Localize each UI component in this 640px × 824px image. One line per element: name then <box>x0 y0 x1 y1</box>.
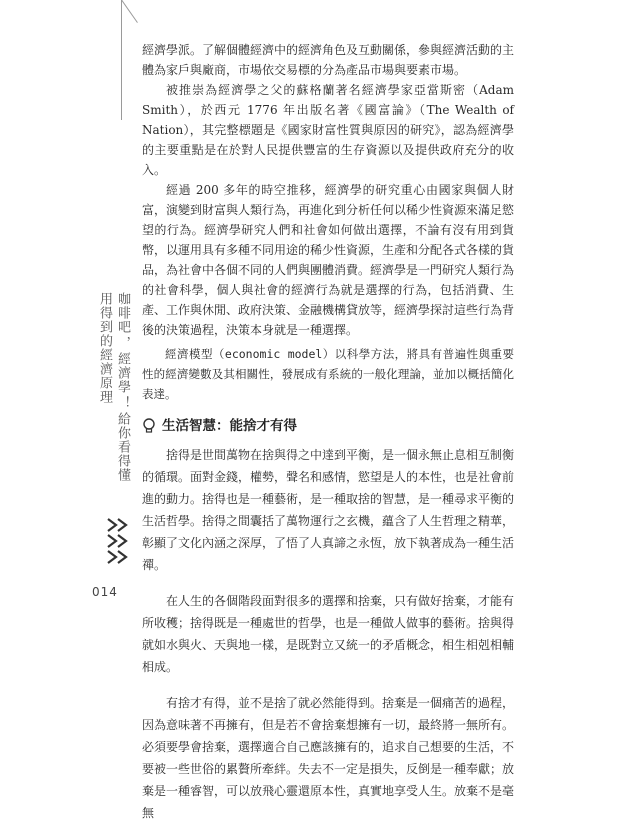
paragraph-7: 有捨才有得，並不是捨了就必然能得到。捨棄是一個痛苦的過程，因為意味著不再擁有，但是若不會捨棄想擁有一切，最終將一無所有。必須要學會捨棄，選擇適合自己應該擁有的，追求自己想要的生活，不要被一些世俗的累贅所牽絆。失去不一定是損失，反倒是一種奉獻；放棄是一種睿智，可以放飛心靈還原本性，真實地享受人生。放棄不是毫無 <box>142 696 515 820</box>
paragraph-6: 在人生的各個階段面對很多的選擇和捨棄，只有做好捨棄，才能有所收穫；捨得既是一種處世的哲學，也是一種做人做事的藝術。捨與得就如水與火、天與地一樣，是既對立又統一的矛盾概念，相生相剋相輔相成。 <box>142 594 515 674</box>
running-title-part-2: 經濟學 <box>115 352 130 394</box>
page-body <box>142 40 514 824</box>
page-number: 014 <box>92 585 118 599</box>
paragraph-3: 經過 200 多年的時空推移，經濟學的研究重心由國家與個人財富，演變到財富與人類行為，再進化到分析任何以稀少性資源來滿足慾望的行為。經濟學研究人們和社會如何做出選擇，不論有沒有用到貨幣，以運用具有多種不同用途的稀少性資源，生產和分配各式各樣的貨品，為社會中各個不同的人們與團體消費。經濟學是一門研究人類行為的社會科學，個人與社會的經濟行為就是選擇的行為，包括消費、生產、工作與休閒、政府決策、金融機構貸放等，經濟學探討這些行為背後的決策過程，決策本身就是一種選擇。 <box>142 183 515 337</box>
paragraph-economic-model: 經濟模型（economic model）以科學方法，將具有普遍性與重要性的經濟變數及其相關性，發展成有系統的一般化理論，並加以概括簡化表達。 <box>142 347 514 401</box>
paragraph-1: 經濟學派。了解個體經濟中的經濟角色及互動關係，參與經濟活動的主體為家戶與廠商，市場依交易標的分為產品市場與要素市場。 <box>142 43 515 77</box>
decorative-chevrons-icon <box>100 515 130 565</box>
paragraph-2: 被推崇為經濟學之父的蘇格蘭著名經濟學家亞當斯密（Adam Smith），於西元 1776 年出版名著《國富論》（The Wealth of Nation），其完整標題是《國家財富性質與原因的研究》，認為經濟學的主要重點是在於對人民提供豐富的生存資源以及提供政府充分的收入。 <box>142 83 514 177</box>
section-title: 生活智慧：能捨才有得 <box>162 418 297 434</box>
paragraph-5: 捨得是世間萬物在捨與得之中達到平衡，是一個永無止息相互制衡的循環。面對金錢，權勢，聲名和感情，慾望是人的本性，也是社會前進的動力。捨得也是一種藝術，是一種取捨的智慧，是一種尋求平衡的生活哲學。捨得之間囊括了萬物運行之玄機，蘊含了人生哲理之精華，彰顯了文化內涵之深厚，了悟了人真諦之永恆，放下執著成為一種生活禪。 <box>142 448 515 572</box>
section-heading <box>142 416 514 436</box>
running-title-part-3: 給你看得懂用得到的經濟原理 <box>97 292 130 482</box>
corner-rule-diagonal <box>121 0 138 23</box>
running-title-part-1: 咖啡吧 <box>115 292 130 334</box>
lightbulb-icon <box>142 418 156 434</box>
running-title: 咖啡吧，經濟學！給你看得懂用得到的經濟原理 <box>97 292 130 482</box>
corner-rule-vertical <box>121 0 122 120</box>
